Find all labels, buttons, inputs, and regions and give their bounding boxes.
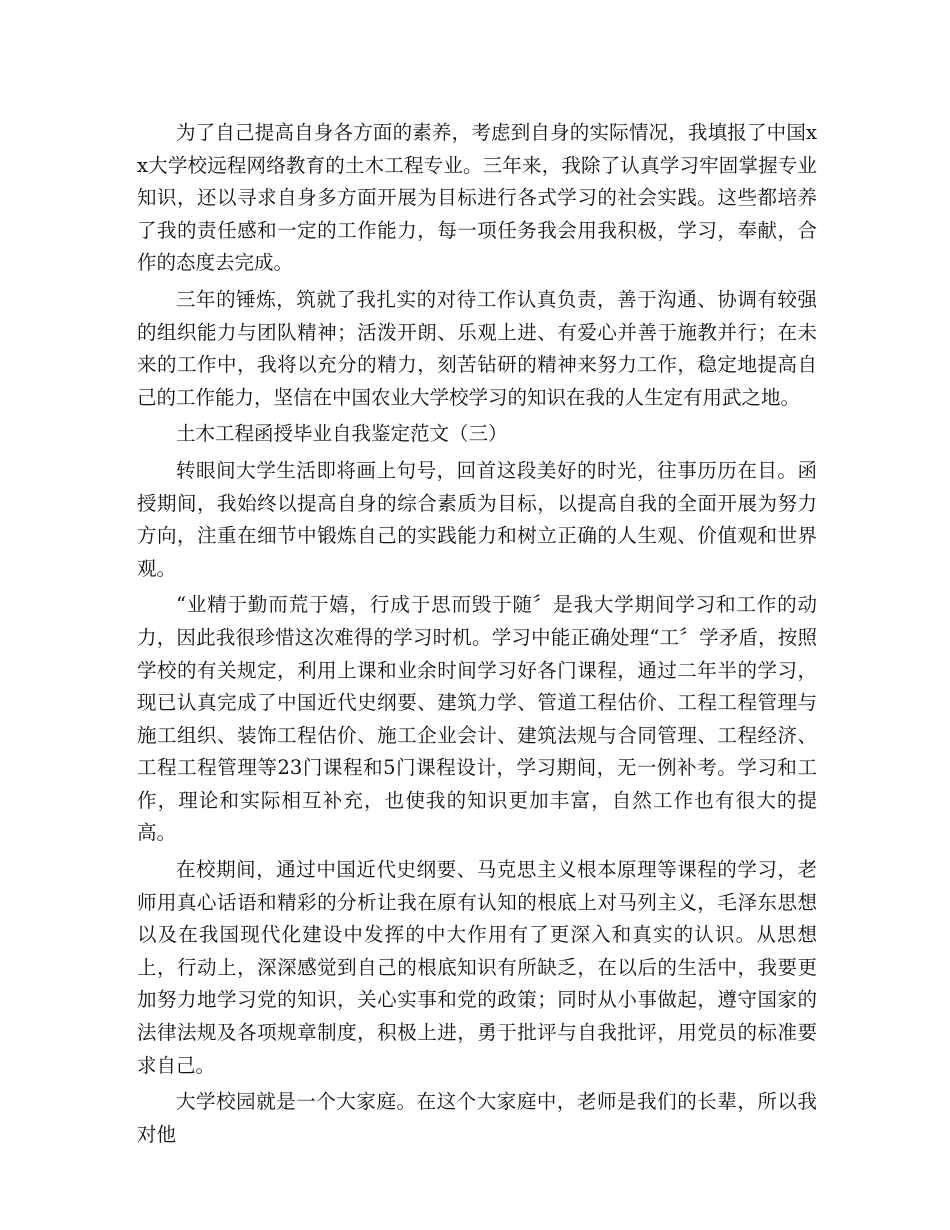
paragraph-time-passing: 转眼间大学生活即将画上句号，回首这段美好的时光，往事历历在目。函授期间，我始终以提高自身的综合素质为目标，以提高自我的全面开展为努力方向，注重在细节中锻炼自己的实践能力和树立正确的人生观、价值观和世界观。 [137, 458, 817, 580]
document-page [137, 117, 817, 1151]
paragraph-training: 三年的锤炼，筑就了我扎实的对待工作认真负责，善于沟通、协调有较强的组织能力与团队精神；活泼开朗、乐观上进、有爱心并善于施教并行；在未来的工作中，我将以充分的精力，刻苦钻研的精神来努力工作，稳定地提高自己的工作能力，坚信在中国农业大学校学习的知识在我的人生定有用武之地。 [137, 287, 817, 409]
paragraph-campus-family: 大学校园就是一个大家庭。在这个大家庭中，老师是我们的长辈，所以我对他 [137, 1090, 817, 1146]
paragraph-political-study: 在校期间，通过中国近代史纲要、马克思主义根本原理等课程的学习，老师用真心话语和精彩的分析让我在原有认知的根底上对马列主义，毛泽东思想以及在我国现代化建设中发挥的中大作用有了更深入和真实的认识。从思想上，行动上，深深感觉到自己的根底知识有所缺乏，在以后的生活中，我要更加努力地学习党的知识，关心实事和党的政策；同时从小事做起，遵守国家的法律法规及各项规章制度，积极上进，勇于批评与自我批评，用党员的标准要求自己。 [137, 858, 817, 1077]
section-heading: 土木工程函授毕业自我鉴定范文（三） [176, 422, 508, 446]
paragraph-study-motto: “业精于勤而荒于嬉，行成于思而毁于随〞是我大学期间学习和工作的动力，因此我很珍惜这次难得的学习时机。学习中能正确处理“工〞学矛盾，按照学校的有关规定，利用上课和业余时间学习好各门课程，通过二年半的学习，现已认真完成了中国近代史纲要、建筑力学、管道工程估价、工程工程管理与施工组织、装饰工程估价、施工企业会计、建筑法规与合同管理、工程经济、工程工程管理等23门课程和5门课程设计，学习期间，无一例补考。学习和工作，理论和实际相互补充，也使我的知识更加丰富，自然工作也有很大的提高。 [137, 593, 817, 845]
paragraph-intro: 为了自己提高自身各方面的素养，考虑到自身的实际情况，我填报了中国xx大学校远程网络教育的土木工程专业。三年来，我除了认真学习牢固掌握专业知识，还以寻求自身多方面开展为目标进行各式学习的社会实践。这些都培养了我的责任感和一定的工作能力，每一项任务我会用我积极，学习，奉献，合作的态度去完成。 [137, 121, 817, 275]
